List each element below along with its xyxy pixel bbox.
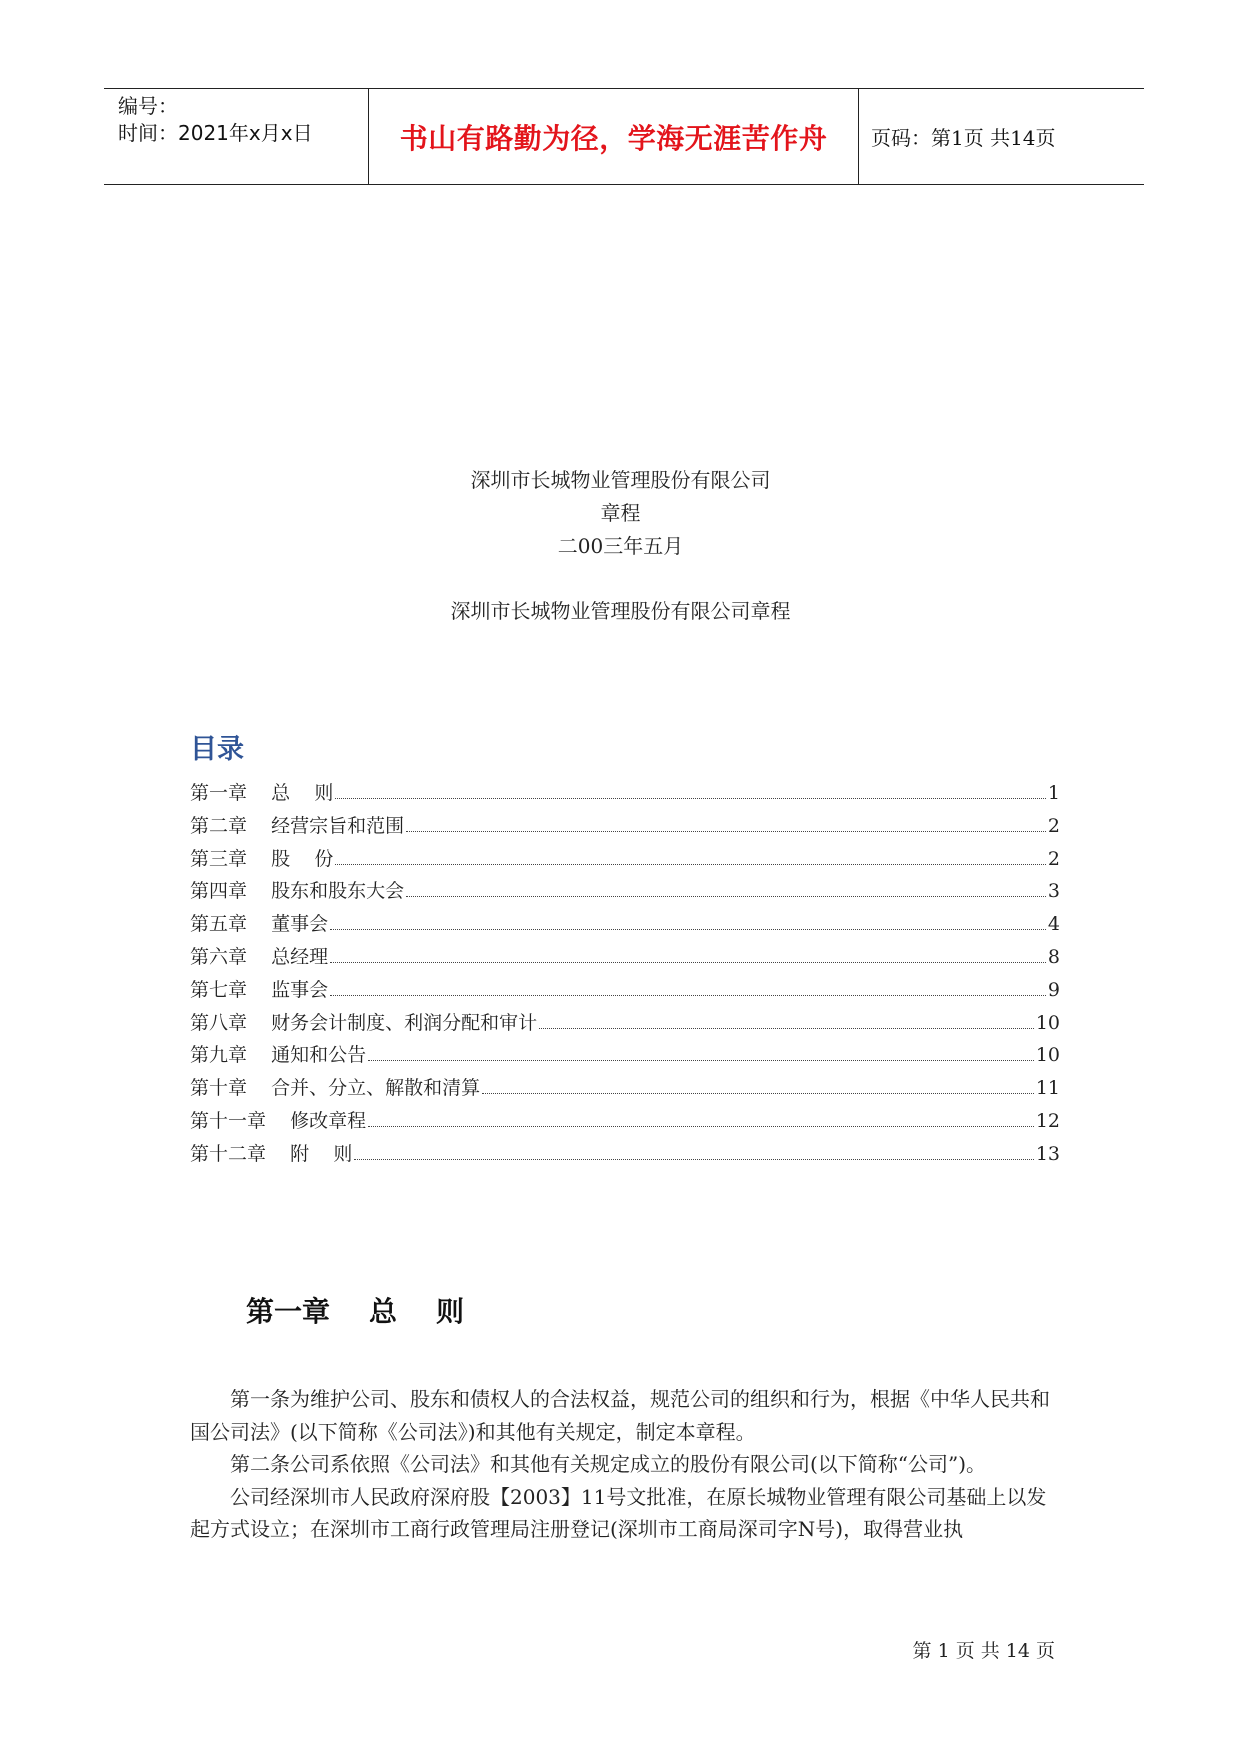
document-date: 二00三年五月 [557, 534, 684, 558]
toc-entry-text: 第五章 董事会 [190, 913, 329, 936]
toc-entry[interactable] [190, 942, 1060, 975]
time-label: 时间：2021年x月x日 [118, 121, 313, 145]
chapter-heading: 第一章 总 则 [246, 1295, 464, 1328]
toc-entry-text: 第二章 经营宗旨和范围 [190, 814, 405, 837]
toc-entry-text: 第六章 总经理 [190, 945, 329, 968]
toc-leader [482, 1093, 1034, 1094]
toc-leader [335, 864, 1046, 865]
toc-entry-page: 11 [1035, 1077, 1060, 1100]
toc-entry-page: 12 [1035, 1109, 1060, 1132]
toc-entry-page: 4 [1047, 913, 1060, 936]
header-meta-cell [104, 89, 369, 184]
toc-leader [354, 1159, 1033, 1160]
toc-entry[interactable] [190, 975, 1060, 1008]
article-2-registration: 起方式设立；在深圳市工商行政管理局注册登记(深圳市工商局深司字N号)，取得营业执 [190, 1517, 964, 1541]
toc-entry-text: 第十一章 修改章程 [190, 1109, 367, 1132]
toc-entry-text: 第七章 监事会 [190, 978, 329, 1001]
toc-entry-page: 2 [1047, 847, 1060, 870]
toc-entry-text: 第十章 合并、分立、解散和清算 [190, 1077, 481, 1100]
toc-entry-page: 9 [1047, 978, 1060, 1001]
table-of-contents [190, 778, 1060, 1172]
toc-entry-page: 8 [1047, 945, 1060, 968]
toc-leader [406, 896, 1046, 897]
toc-leader [330, 995, 1046, 996]
toc-entry-page: 2 [1047, 814, 1060, 837]
toc-entry[interactable] [190, 811, 1060, 844]
toc-entry[interactable] [190, 778, 1060, 811]
toc-entry-page: 3 [1047, 880, 1060, 903]
toc-entry[interactable] [190, 1106, 1060, 1139]
toc-entry-text: 第十二章 附 则 [190, 1142, 353, 1165]
page-code: 页码：第1页 共14页 [871, 126, 1056, 150]
toc-leader [330, 929, 1046, 930]
document-full-title: 深圳市长城物业管理股份有限公司章程 [450, 599, 791, 623]
toc-entry-text: 第四章 股东和股东大会 [190, 880, 405, 903]
toc-leader [330, 962, 1046, 963]
toc-entry[interactable] [190, 909, 1060, 942]
document-header [104, 88, 1144, 185]
chapter-body [190, 1383, 1060, 1546]
toc-entry-page: 10 [1035, 1044, 1060, 1067]
article-2-approval: 公司经深圳市人民政府深府股【2003】11号文批准，在原长城物业管理有限公司基础上以发 [230, 1484, 1047, 1509]
toc-entry-text: 第三章 股 份 [190, 847, 334, 870]
article-1: 第一条为维护公司、股东和债权人的合法权益，规范公司的组织和行为，根据《中华人民共和国公司法》(以下简称《公司法》)和其他有关规定，制定本章程。 [190, 1387, 1050, 1444]
toc-entry[interactable] [190, 1040, 1060, 1073]
toc-entry-text: 第九章 通知和公告 [190, 1044, 367, 1067]
company-name: 深圳市长城物业管理股份有限公司 [470, 468, 771, 492]
number-label: 编号： [118, 94, 178, 118]
toc-leader [406, 831, 1046, 832]
toc-entry-page: 13 [1035, 1142, 1060, 1165]
toc-leader [368, 1060, 1034, 1061]
toc-entry-text: 第八章 财务会计制度、利润分配和审计 [190, 1011, 538, 1034]
toc-entry-text: 第一章 总 则 [190, 782, 334, 804]
toc-leader [335, 798, 1046, 799]
page-footer: 第 1 页 共 14 页 [912, 1640, 1055, 1662]
toc-entry[interactable] [190, 1073, 1060, 1106]
toc-entry-page: 10 [1035, 1011, 1060, 1034]
toc-entry-page: 1 [1047, 782, 1060, 804]
motto: 书山有路勤为径，学海无涯苦作舟 [369, 89, 859, 184]
document-type: 章程 [600, 501, 641, 525]
toc-entry[interactable] [190, 1139, 1060, 1172]
toc-heading: 目录 [190, 734, 244, 765]
toc-entry[interactable] [190, 1008, 1060, 1041]
article-2: 第二条公司系依照《公司法》和其他有关规定成立的股份有限公司(以下简称“公司”)。 [230, 1452, 987, 1476]
toc-entry[interactable] [190, 876, 1060, 909]
toc-leader [368, 1126, 1034, 1127]
toc-entry[interactable] [190, 844, 1060, 877]
toc-leader [539, 1028, 1034, 1029]
